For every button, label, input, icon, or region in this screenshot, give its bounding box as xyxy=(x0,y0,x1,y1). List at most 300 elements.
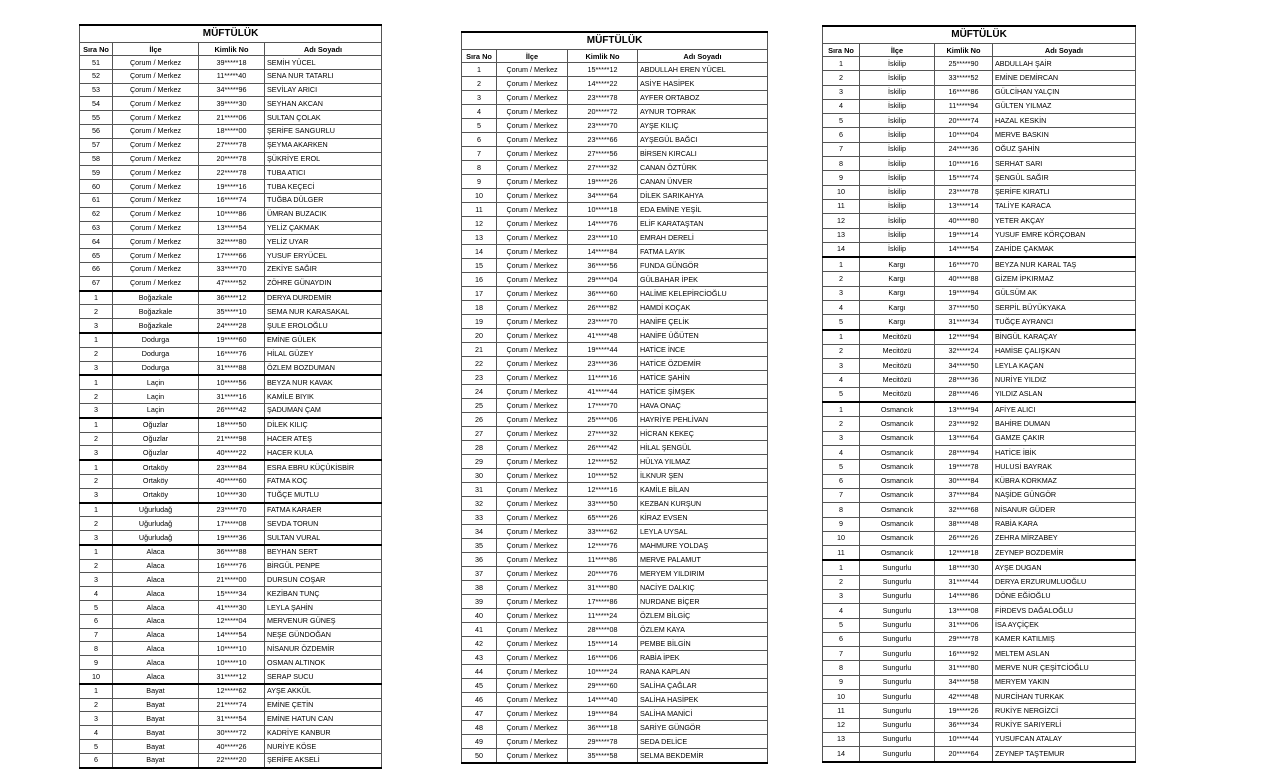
kimlik-no-cell: 16*****06 xyxy=(568,651,638,665)
kimlik-no-cell: 12*****94 xyxy=(935,330,993,345)
kimlik-no-cell: 23*****70 xyxy=(568,119,638,133)
sira-no-cell: 60 xyxy=(80,180,113,194)
table-row xyxy=(823,531,1136,545)
kimlik-no-cell: 23*****84 xyxy=(199,460,265,474)
kimlik-no-cell: 10*****18 xyxy=(568,203,638,217)
kimlik-no-cell: 40*****88 xyxy=(935,272,993,286)
table-row xyxy=(462,693,768,707)
table-row xyxy=(823,632,1136,646)
ilce-cell: Çorum / Merkez xyxy=(497,469,568,483)
table-row xyxy=(80,333,382,347)
sira-no-cell: 17 xyxy=(462,287,497,301)
sira-no-cell: 10 xyxy=(80,670,113,684)
sira-no-cell: 7 xyxy=(823,488,860,502)
sira-no-cell: 48 xyxy=(462,721,497,735)
sira-no-cell: 1 xyxy=(80,503,113,517)
sira-no-cell: 13 xyxy=(823,732,860,746)
ilce-cell: Çorum / Merkez xyxy=(113,56,199,70)
kimlik-no-cell: 12*****76 xyxy=(568,539,638,553)
adi-soyadi-cell: GÜLCİHAN YALÇIN xyxy=(993,85,1136,99)
kimlik-no-cell: 28*****94 xyxy=(935,446,993,460)
ilce-cell: Çorum / Merkez xyxy=(113,97,199,111)
table-row xyxy=(462,483,768,497)
kimlik-no-cell: 31*****06 xyxy=(935,618,993,632)
ilce-cell: Alaca xyxy=(113,642,199,656)
adi-soyadi-cell: MAHMURE YOLDAŞ xyxy=(638,539,768,553)
kimlik-no-cell: 14*****40 xyxy=(568,693,638,707)
table-row xyxy=(823,604,1136,618)
adi-soyadi-cell: SEVİLAY ARICI xyxy=(265,83,382,97)
kimlik-no-cell: 15*****12 xyxy=(568,63,638,77)
adi-soyadi-cell: ZEKİYE SAĞIR xyxy=(265,262,382,276)
adi-soyadi-cell: EMİNE GÜLEK xyxy=(265,333,382,347)
ilce-cell: İskilip xyxy=(860,71,935,85)
sira-no-cell: 1 xyxy=(823,560,860,575)
kimlik-no-cell: 27*****78 xyxy=(199,138,265,152)
sira-no-cell: 11 xyxy=(823,199,860,213)
table-row xyxy=(462,651,768,665)
ilce-cell: Uğurludağ xyxy=(113,503,199,517)
ilce-cell: Laçin xyxy=(113,403,199,417)
sira-no-cell: 1 xyxy=(80,460,113,474)
adi-soyadi-cell: HAYRİYE PEHLİVAN xyxy=(638,413,768,427)
ilce-cell: Alaca xyxy=(113,614,199,628)
sira-no-cell: 7 xyxy=(462,147,497,161)
sira-no-cell: 43 xyxy=(462,651,497,665)
kimlik-no-cell: 13*****54 xyxy=(199,221,265,235)
sira-no-cell: 13 xyxy=(823,228,860,242)
adi-soyadi-cell: HİLAL ŞENGÜL xyxy=(638,441,768,455)
adi-soyadi-cell: OSMAN ALTINOK xyxy=(265,656,382,670)
ilce-cell: Çorum / Merkez xyxy=(497,63,568,77)
ilce-cell: Sungurlu xyxy=(860,647,935,661)
kimlik-no-cell: 14*****84 xyxy=(568,245,638,259)
kimlik-no-cell: 27*****56 xyxy=(568,147,638,161)
table-row xyxy=(462,189,768,203)
ilce-cell: Çorum / Merkez xyxy=(497,399,568,413)
adi-soyadi-cell: KEZİBAN TUNÇ xyxy=(265,587,382,601)
sira-no-cell: 50 xyxy=(462,749,497,764)
sira-no-cell: 59 xyxy=(80,166,113,180)
adi-soyadi-cell: KADRİYE KANBUR xyxy=(265,726,382,740)
kimlik-no-cell: 23*****70 xyxy=(199,503,265,517)
adi-soyadi-cell: ÖZLEM KAYA xyxy=(638,623,768,637)
ilce-cell: Çorum / Merkez xyxy=(497,609,568,623)
adi-soyadi-cell: NEŞE GÜNDOĞAN xyxy=(265,628,382,642)
sira-no-cell: 29 xyxy=(462,455,497,469)
table-row xyxy=(80,545,382,559)
ilce-cell: Çorum / Merkez xyxy=(113,249,199,263)
sira-no-cell: 2 xyxy=(80,347,113,361)
sira-no-cell: 1 xyxy=(823,330,860,345)
ilce-cell: Osmancık xyxy=(860,474,935,488)
adi-soyadi-cell: YUSUF ERYÜCEL xyxy=(265,249,382,263)
ilce-cell: Çorum / Merkez xyxy=(497,623,568,637)
ilce-cell: Bayat xyxy=(113,753,199,767)
kimlik-no-cell: 40*****60 xyxy=(199,474,265,488)
sira-no-cell: 16 xyxy=(462,273,497,287)
ilce-cell: Sungurlu xyxy=(860,747,935,762)
adi-soyadi-cell: TUĞBA DÜLGER xyxy=(265,193,382,207)
table-row xyxy=(80,488,382,502)
sira-no-cell: 39 xyxy=(462,595,497,609)
table-row xyxy=(80,180,382,194)
sira-no-cell: 58 xyxy=(80,152,113,166)
adi-soyadi-cell: GİZEM İPKIRMAZ xyxy=(993,272,1136,286)
ilce-cell: Osmancık xyxy=(860,402,935,417)
table-row xyxy=(80,235,382,249)
kimlik-no-cell: 15*****74 xyxy=(935,171,993,185)
table-row xyxy=(823,272,1136,286)
kimlik-no-cell: 19*****14 xyxy=(935,228,993,242)
adi-soyadi-cell: NURDANE BİÇER xyxy=(638,595,768,609)
sira-no-cell: 14 xyxy=(823,242,860,257)
kimlik-no-cell: 18*****30 xyxy=(935,560,993,575)
adi-soyadi-cell: FİRDEVS DAĞALOĞLU xyxy=(993,604,1136,618)
adi-soyadi-cell: GÜLBAHAR İPEK xyxy=(638,273,768,287)
ilce-cell: İskilip xyxy=(860,199,935,213)
sira-no-cell: 5 xyxy=(80,740,113,754)
adi-soyadi-cell: HATİCE ŞİMŞEK xyxy=(638,385,768,399)
ilce-cell: Çorum / Merkez xyxy=(113,69,199,83)
table-row xyxy=(80,531,382,545)
ilce-cell: Laçin xyxy=(113,390,199,404)
adi-soyadi-cell: HALİME KELEPİRCİOĞLU xyxy=(638,287,768,301)
sira-no-cell: 3 xyxy=(80,319,113,333)
ilce-cell: Alaca xyxy=(113,545,199,559)
sira-no-cell: 3 xyxy=(80,488,113,502)
kimlik-no-cell: 40*****80 xyxy=(935,214,993,228)
list-table-middle xyxy=(461,31,768,764)
kimlik-no-cell: 14*****22 xyxy=(568,77,638,91)
kimlik-no-cell: 26*****42 xyxy=(199,403,265,417)
ilce-cell: Dodurga xyxy=(113,361,199,375)
ilce-cell: Çorum / Merkez xyxy=(497,595,568,609)
adi-soyadi-cell: DERYA ERZURUMLUOĞLU xyxy=(993,575,1136,589)
ilce-cell: Alaca xyxy=(113,573,199,587)
table-row xyxy=(462,609,768,623)
adi-soyadi-cell: HAMDİ KOÇAK xyxy=(638,301,768,315)
sira-no-cell: 5 xyxy=(823,460,860,474)
ilce-cell: Çorum / Merkez xyxy=(497,511,568,525)
ilce-cell: Sungurlu xyxy=(860,632,935,646)
ilce-cell: Dodurga xyxy=(113,333,199,347)
table-row xyxy=(823,71,1136,85)
adi-soyadi-cell: İSA AYÇİÇEK xyxy=(993,618,1136,632)
adi-soyadi-cell: ŞÜKRİYE EROL xyxy=(265,152,382,166)
adi-soyadi-cell: YELİZ UYAR xyxy=(265,235,382,249)
ilce-cell: Oğuzlar xyxy=(113,418,199,432)
sira-no-cell: 57 xyxy=(80,138,113,152)
ilce-cell: Osmancık xyxy=(860,517,935,531)
kimlik-no-cell: 10*****52 xyxy=(568,469,638,483)
sira-no-cell: 2 xyxy=(80,698,113,712)
table-row xyxy=(462,567,768,581)
ilce-cell: Çorum / Merkez xyxy=(497,679,568,693)
sira-no-cell: 1 xyxy=(80,684,113,698)
table-row xyxy=(462,623,768,637)
kimlik-no-cell: 36*****12 xyxy=(199,291,265,305)
ilce-cell: Çorum / Merkez xyxy=(113,193,199,207)
ilce-cell: Çorum / Merkez xyxy=(113,166,199,180)
sira-no-cell: 22 xyxy=(462,357,497,371)
adi-soyadi-cell: SEYHAN AKCAN xyxy=(265,97,382,111)
adi-soyadi-cell: İLKNUR ŞEN xyxy=(638,469,768,483)
kimlik-no-cell: 20*****74 xyxy=(935,114,993,128)
table-row xyxy=(80,684,382,698)
sira-no-cell: 3 xyxy=(823,359,860,373)
sira-no-cell: 64 xyxy=(80,235,113,249)
ilce-cell: Osmancık xyxy=(860,417,935,431)
ilce-cell: Çorum / Merkez xyxy=(113,124,199,138)
adi-soyadi-cell: SARİYE GÜNGÖR xyxy=(638,721,768,735)
table-row xyxy=(80,474,382,488)
kimlik-no-cell: 18*****50 xyxy=(199,418,265,432)
adi-soyadi-cell: AYŞE AKKÜL xyxy=(265,684,382,698)
ilce-cell: İskilip xyxy=(860,142,935,156)
adi-soyadi-cell: RABİA KARA xyxy=(993,517,1136,531)
table-row xyxy=(80,83,382,97)
sira-no-cell: 2 xyxy=(823,575,860,589)
table-row xyxy=(80,614,382,628)
ilce-cell: Çorum / Merkez xyxy=(497,581,568,595)
table-row xyxy=(462,441,768,455)
table-row xyxy=(80,740,382,754)
ilce-cell: Çorum / Merkez xyxy=(497,693,568,707)
ilce-cell: Sungurlu xyxy=(860,675,935,689)
kimlik-no-cell: 16*****70 xyxy=(935,257,993,272)
kimlik-no-cell: 10*****04 xyxy=(935,128,993,142)
ilce-cell: Çorum / Merkez xyxy=(497,259,568,273)
ilce-cell: Oğuzlar xyxy=(113,446,199,460)
sira-no-cell: 61 xyxy=(80,193,113,207)
adi-soyadi-cell: YELİZ ÇAKMAK xyxy=(265,221,382,235)
adi-soyadi-cell: LEYLA UYSAL xyxy=(638,525,768,539)
table-row xyxy=(80,656,382,670)
table-row xyxy=(80,517,382,531)
sira-no-cell: 1 xyxy=(823,57,860,71)
table-row xyxy=(80,642,382,656)
table-title: MÜFTÜLÜK xyxy=(80,25,382,43)
table-row xyxy=(823,228,1136,242)
kimlik-no-cell: 29*****78 xyxy=(935,632,993,646)
ilce-cell: Bayat xyxy=(113,698,199,712)
ilce-cell: Sungurlu xyxy=(860,575,935,589)
ilce-cell: Çorum / Merkez xyxy=(497,119,568,133)
ilce-cell: Çorum / Merkez xyxy=(497,385,568,399)
adi-soyadi-cell: ABDULLAH EREN YÜCEL xyxy=(638,63,768,77)
adi-soyadi-cell: FATMA KOÇ xyxy=(265,474,382,488)
ilce-cell: Osmancık xyxy=(860,446,935,460)
sira-no-cell: 26 xyxy=(462,413,497,427)
adi-soyadi-cell: MERVE BASKIN xyxy=(993,128,1136,142)
table-row xyxy=(823,488,1136,502)
header-sira-no: Sıra No xyxy=(462,50,497,63)
kimlik-no-cell: 36*****56 xyxy=(568,259,638,273)
adi-soyadi-cell: KAMİLE BIYIK xyxy=(265,390,382,404)
kimlik-no-cell: 31*****88 xyxy=(199,361,265,375)
sira-no-cell: 54 xyxy=(80,97,113,111)
kimlik-no-cell: 33*****62 xyxy=(568,525,638,539)
sira-no-cell: 8 xyxy=(823,157,860,171)
sira-no-cell: 3 xyxy=(823,589,860,603)
sira-no-cell: 30 xyxy=(462,469,497,483)
ilce-cell: Çorum / Merkez xyxy=(113,207,199,221)
adi-soyadi-cell: YETER AKÇAY xyxy=(993,214,1136,228)
ilce-cell: Mecitözü xyxy=(860,387,935,402)
table-row xyxy=(80,670,382,684)
adi-soyadi-cell: BİRGÜL PENPE xyxy=(265,559,382,573)
ilce-cell: Oğuzlar xyxy=(113,432,199,446)
sira-no-cell: 41 xyxy=(462,623,497,637)
sira-no-cell: 49 xyxy=(462,735,497,749)
adi-soyadi-cell: NACİYE DALKIÇ xyxy=(638,581,768,595)
kimlik-no-cell: 17*****08 xyxy=(199,517,265,531)
ilce-cell: Çorum / Merkez xyxy=(497,735,568,749)
table-row xyxy=(823,57,1136,71)
kimlik-no-cell: 36*****18 xyxy=(568,721,638,735)
ilce-cell: Osmancık xyxy=(860,531,935,545)
sira-no-cell: 6 xyxy=(80,614,113,628)
kimlik-no-cell: 39*****18 xyxy=(199,56,265,70)
adi-soyadi-cell: KİRAZ EVSEN xyxy=(638,511,768,525)
kimlik-no-cell: 11*****24 xyxy=(568,609,638,623)
table-row xyxy=(80,166,382,180)
adi-soyadi-cell: SELMA BEKDEMİR xyxy=(638,749,768,764)
sira-no-cell: 6 xyxy=(80,753,113,767)
kimlik-no-cell: 24*****36 xyxy=(935,142,993,156)
kimlik-no-cell: 32*****24 xyxy=(935,344,993,358)
kimlik-no-cell: 17*****66 xyxy=(199,249,265,263)
table-row xyxy=(462,77,768,91)
ilce-cell: Boğazkale xyxy=(113,319,199,333)
table-row xyxy=(80,432,382,446)
sira-no-cell: 4 xyxy=(823,373,860,387)
sira-no-cell: 51 xyxy=(80,56,113,70)
kimlik-no-cell: 18*****00 xyxy=(199,124,265,138)
ilce-cell: Sungurlu xyxy=(860,589,935,603)
table-row xyxy=(462,637,768,651)
table-row xyxy=(462,553,768,567)
ilce-cell: Çorum / Merkez xyxy=(113,111,199,125)
adi-soyadi-cell: HACER ATEŞ xyxy=(265,432,382,446)
ilce-cell: Sungurlu xyxy=(860,604,935,618)
sira-no-cell: 7 xyxy=(823,647,860,661)
sira-no-cell: 65 xyxy=(80,249,113,263)
adi-soyadi-cell: BAHİRE DUMAN xyxy=(993,417,1136,431)
header-sira-no: Sıra No xyxy=(80,43,113,56)
adi-soyadi-cell: DÖNE EĞİOĞLU xyxy=(993,589,1136,603)
sira-no-cell: 4 xyxy=(462,105,497,119)
ilce-cell: Çorum / Merkez xyxy=(113,138,199,152)
sira-no-cell: 46 xyxy=(462,693,497,707)
kimlik-no-cell: 11*****94 xyxy=(935,99,993,113)
kimlik-no-cell: 19*****36 xyxy=(199,531,265,545)
kimlik-no-cell: 12*****52 xyxy=(568,455,638,469)
kimlik-no-cell: 41*****30 xyxy=(199,601,265,615)
sira-no-cell: 25 xyxy=(462,399,497,413)
table-row xyxy=(823,344,1136,358)
sira-no-cell: 6 xyxy=(823,474,860,488)
kimlik-no-cell: 19*****78 xyxy=(935,460,993,474)
ilce-cell: Çorum / Merkez xyxy=(497,371,568,385)
kimlik-no-cell: 20*****64 xyxy=(935,747,993,762)
ilce-cell: Çorum / Merkez xyxy=(497,567,568,581)
sira-no-cell: 3 xyxy=(823,85,860,99)
adi-soyadi-cell: BEYZA NUR KAVAK xyxy=(265,375,382,389)
kimlik-no-cell: 19*****84 xyxy=(568,707,638,721)
kimlik-no-cell: 32*****80 xyxy=(199,235,265,249)
sira-no-cell: 1 xyxy=(80,545,113,559)
sira-no-cell: 5 xyxy=(823,387,860,402)
adi-soyadi-cell: MERVE PALAMUT xyxy=(638,553,768,567)
table-row xyxy=(823,359,1136,373)
ilce-cell: Kargı xyxy=(860,286,935,300)
kimlik-no-cell: 13*****64 xyxy=(935,431,993,445)
adi-soyadi-cell: DİLEK KILIÇ xyxy=(265,418,382,432)
kimlik-no-cell: 37*****50 xyxy=(935,301,993,315)
ilce-cell: Ortaköy xyxy=(113,474,199,488)
adi-soyadi-cell: ASİYE HASİPEK xyxy=(638,77,768,91)
kimlik-no-cell: 33*****70 xyxy=(199,262,265,276)
table-row xyxy=(823,185,1136,199)
sira-no-cell: 4 xyxy=(80,726,113,740)
table-row xyxy=(823,575,1136,589)
kimlik-no-cell: 14*****76 xyxy=(568,217,638,231)
ilce-cell: Çorum / Merkez xyxy=(113,152,199,166)
adi-soyadi-cell: HAMİSE ÇALIŞKAN xyxy=(993,344,1136,358)
ilce-cell: Laçin xyxy=(113,375,199,389)
kimlik-no-cell: 15*****34 xyxy=(199,587,265,601)
kimlik-no-cell: 26*****42 xyxy=(568,441,638,455)
ilce-cell: Çorum / Merkez xyxy=(113,221,199,235)
adi-soyadi-cell: LEYLA ŞAHİN xyxy=(265,601,382,615)
sira-no-cell: 3 xyxy=(80,446,113,460)
kimlik-no-cell: 31*****80 xyxy=(935,661,993,675)
table-row xyxy=(80,361,382,375)
sira-no-cell: 35 xyxy=(462,539,497,553)
table-row xyxy=(80,69,382,83)
table-row xyxy=(462,427,768,441)
sira-no-cell: 3 xyxy=(80,573,113,587)
adi-soyadi-cell: SALİHA HASİPEK xyxy=(638,693,768,707)
sira-no-cell: 1 xyxy=(462,63,497,77)
sira-no-cell: 4 xyxy=(823,99,860,113)
adi-soyadi-cell: KEZBAN KURŞUN xyxy=(638,497,768,511)
sira-no-cell: 5 xyxy=(80,601,113,615)
ilce-cell: Uğurludağ xyxy=(113,517,199,531)
ilce-cell: Çorum / Merkez xyxy=(497,441,568,455)
table-row xyxy=(80,573,382,587)
sira-no-cell: 10 xyxy=(823,690,860,704)
kimlik-no-cell: 42*****48 xyxy=(935,690,993,704)
table-row xyxy=(823,301,1136,315)
kimlik-no-cell: 33*****52 xyxy=(935,71,993,85)
kimlik-no-cell: 34*****50 xyxy=(935,359,993,373)
table-row xyxy=(462,301,768,315)
adi-soyadi-cell: RUKİYE SARIYERLİ xyxy=(993,718,1136,732)
kimlik-no-cell: 16*****76 xyxy=(199,559,265,573)
kimlik-no-cell: 31*****54 xyxy=(199,712,265,726)
sira-no-cell: 2 xyxy=(80,474,113,488)
sira-no-cell: 10 xyxy=(462,189,497,203)
table-row xyxy=(462,455,768,469)
kimlik-no-cell: 12*****18 xyxy=(935,546,993,561)
sira-no-cell: 15 xyxy=(462,259,497,273)
adi-soyadi-cell: GAMZE ÇAKIR xyxy=(993,431,1136,445)
ilce-cell: Çorum / Merkez xyxy=(497,147,568,161)
kimlik-no-cell: 16*****74 xyxy=(199,193,265,207)
